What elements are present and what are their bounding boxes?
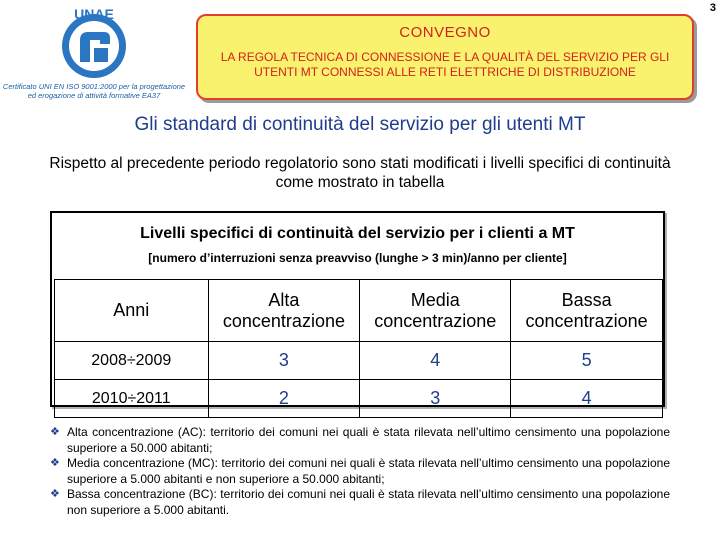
unae-logo-emblem xyxy=(52,4,136,80)
table-header-row xyxy=(55,280,663,342)
year-cell: 2010÷2011 xyxy=(55,380,209,418)
media-value-cell: 3 xyxy=(360,380,511,418)
table-title: Livelli specifici di continuità del servizio per i clienti a MT xyxy=(140,225,575,242)
note-text-alta: Alta concentrazione (AC): territorio dei comuni nei quali è stata rilevata nell’ultimo censimento una popolazione superiore a 50.000 abitanti; xyxy=(67,425,670,455)
alta-value-cell: 2 xyxy=(208,380,360,418)
logo-brand-text: UNAE xyxy=(74,6,114,22)
conference-subtitle: LA REGOLA TECNICA DI CONNESSIONE E LA QUALITÀ DEL SERVIZIO PER GLI UTENTI MT CONNESSI ALLE RETI ELETTRICHE DI DISTRIBUZIONE xyxy=(220,50,670,79)
media-value-cell: 4 xyxy=(360,342,511,380)
year-cell: 2008÷2009 xyxy=(55,342,209,380)
logo-certification: Certificato UNI EN ISO 9001:2000 per la progettazione ed erogazione di attività formative EA37 xyxy=(2,82,186,100)
diamond-bullet-icon: ❖ xyxy=(50,488,60,500)
slide-title: Gli standard di continuità del servizio per gli utenti MT xyxy=(134,114,586,135)
conference-header xyxy=(196,14,694,100)
definitions-list xyxy=(50,425,670,518)
conference-title: CONVEGNO xyxy=(399,24,491,41)
note-text-media: Media concentrazione (MC): territorio dei comuni nei quali è stata rilevata nell’ultimo censimento una popolazione superiore a 5.000 abitanti e non superiore a 50.000 abitanti; xyxy=(67,456,670,486)
note-text-bassa: Bassa concentrazione (BC): territorio dei comuni nei quali è stata rilevata nell’ultimo censimento una popolazione non superiore a 5.000 abitanti. xyxy=(67,487,670,517)
table-subtitle: [numero d’interruzioni senza preavviso (lunghe > 3 min)/anno per cliente] xyxy=(148,251,567,265)
column-header-bassa: Bassa concentrazione xyxy=(511,280,663,342)
list-item xyxy=(50,425,670,456)
alta-value-cell: 3 xyxy=(208,342,360,380)
table-row xyxy=(55,342,663,380)
list-item xyxy=(50,487,670,518)
column-header-alta: Alta concentrazione xyxy=(208,280,360,342)
unae-logo xyxy=(0,4,190,104)
diamond-bullet-icon: ❖ xyxy=(50,426,60,438)
intro-text: Rispetto al precedente periodo regolatorio sono stati modificati i livelli specifici di continuità come mostrato in tabella xyxy=(49,155,671,191)
bassa-value-cell: 5 xyxy=(511,342,663,380)
continuity-levels-table xyxy=(54,279,663,418)
continuity-levels-panel xyxy=(50,211,665,407)
page-number: 3 xyxy=(709,2,716,14)
diamond-bullet-icon: ❖ xyxy=(50,457,60,469)
column-header-media: Media concentrazione xyxy=(360,280,511,342)
column-header-anni: Anni xyxy=(55,280,209,342)
list-item xyxy=(50,456,670,487)
bassa-value-cell: 4 xyxy=(511,380,663,418)
table-row xyxy=(55,380,663,418)
